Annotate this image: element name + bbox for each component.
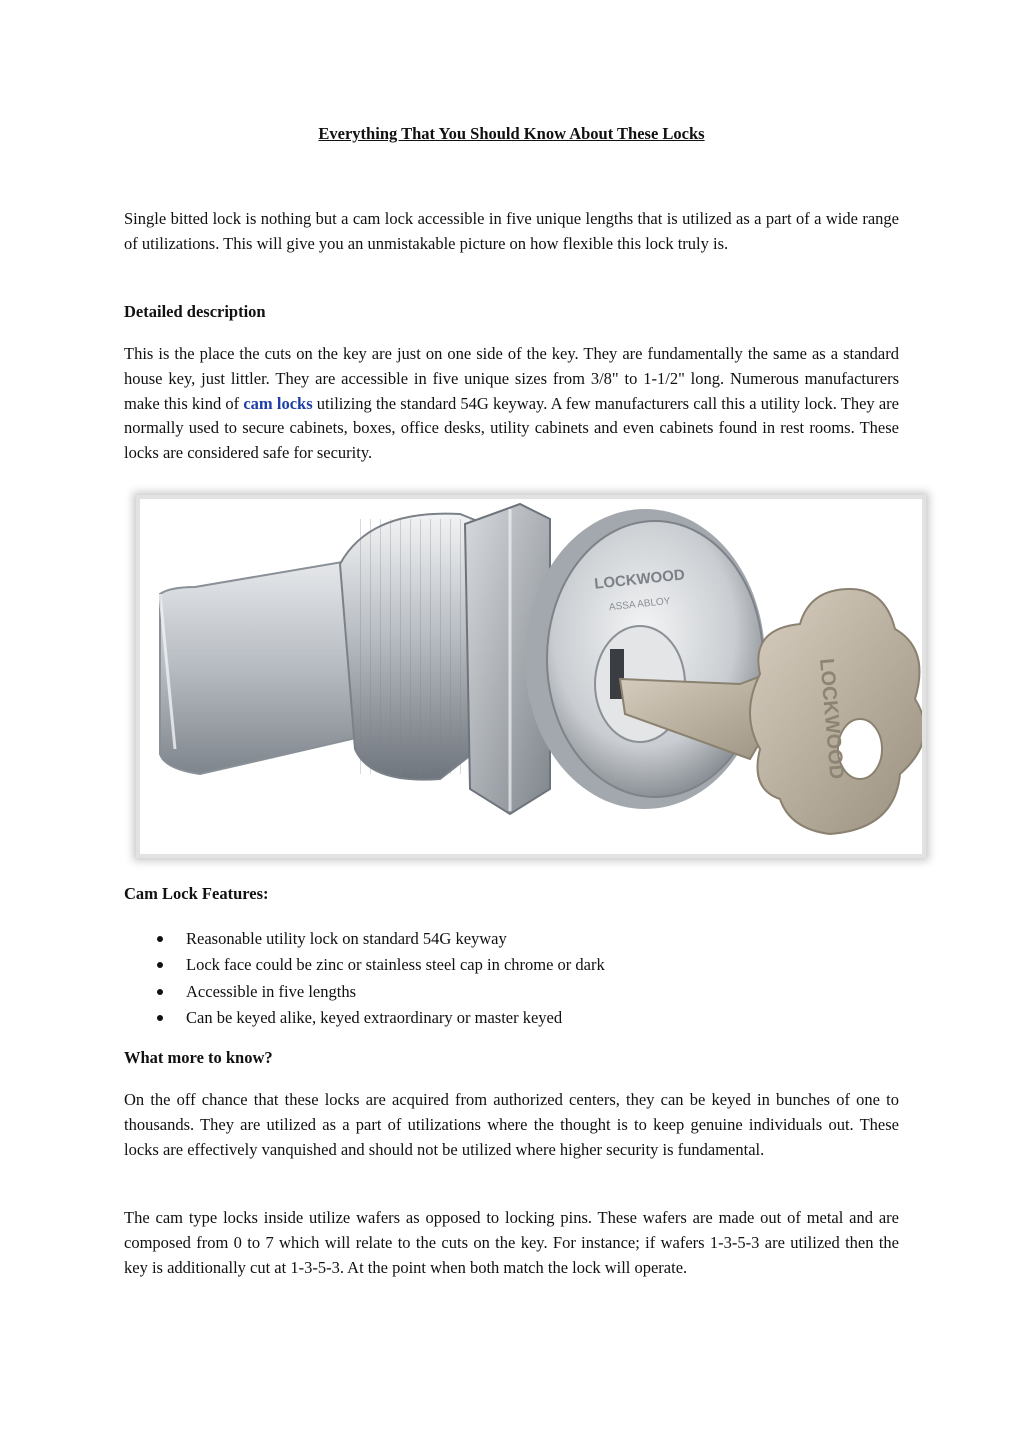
list-item: Lock face could be zinc or stainless steel cap in chrome or dark xyxy=(124,952,605,978)
lock-subbrand-text: ASSA ABLOY xyxy=(608,595,672,614)
key-brand-text: LOCKWOOD xyxy=(815,657,848,781)
detailed-text-start: This is the place the cuts on the key are just on one side of the key. They are fundamentally the same as a standard house key, just littler. They are accessible in five unique sizes from 3/8" to 1-1/2" long. Numerous manufacturers make this kind of xyxy=(124,344,899,413)
threaded-body xyxy=(340,514,485,780)
lock-cylinder xyxy=(525,509,765,809)
detailed-description-heading: Detailed description xyxy=(124,302,266,321)
intro-paragraph: Single bitted lock is nothing but a cam lock accessible in five unique lengths that is utilized as a part of a wide range of utilizations. This will give you an unmistakable picture on how flexible this lock truly is. xyxy=(124,209,899,253)
list-item: Can be keyed alike, keyed extraordinary or master keyed xyxy=(124,1005,605,1031)
cam-lock-photo xyxy=(136,495,926,858)
more-paragraph-2: The cam type locks inside utilize wafers as opposed to locking pins. These wafers are made out of metal and are composed from 0 to 7 which will relate to the cuts on the key. For instance; if wafers 1-3-5-3 are utilized then the key is additionally cut at 1-3-5-3. At the point when both match the lock will operate. xyxy=(124,1208,899,1277)
cam-lock-illustration xyxy=(140,499,922,854)
cam-lock-features-heading: Cam Lock Features: xyxy=(124,884,269,903)
detailed-description-paragraph xyxy=(124,342,899,466)
page-title: Everything That You Should Know About These Locks xyxy=(318,124,705,143)
list-item: Reasonable utility lock on standard 54G keyway xyxy=(124,926,605,952)
more-paragraph-1: On the off chance that these locks are acquired from authorized centers, they can be keyed in bunches of one to thousands. They are utilized as a part of utilizations where the thought is to keep genuine individuals out. These locks are effectively vanquished and should not be utilized where higher security is fundamental. xyxy=(124,1090,899,1159)
detailed-text-end: utilizing the standard 54G keyway. A few manufacturers call this a utility lock. They are normally used to secure cabinets, boxes, office desks, utility cabinets and even cabinets found in rest rooms. These locks are considered safe for security. xyxy=(124,393,899,463)
features-list xyxy=(124,926,605,1031)
lock-brand-text: LOCKWOOD xyxy=(593,566,686,593)
what-more-heading: What more to know? xyxy=(124,1048,273,1067)
list-item: Accessible in five lengths xyxy=(124,979,605,1005)
cam-locks-link[interactable]: cam locks xyxy=(243,393,313,413)
